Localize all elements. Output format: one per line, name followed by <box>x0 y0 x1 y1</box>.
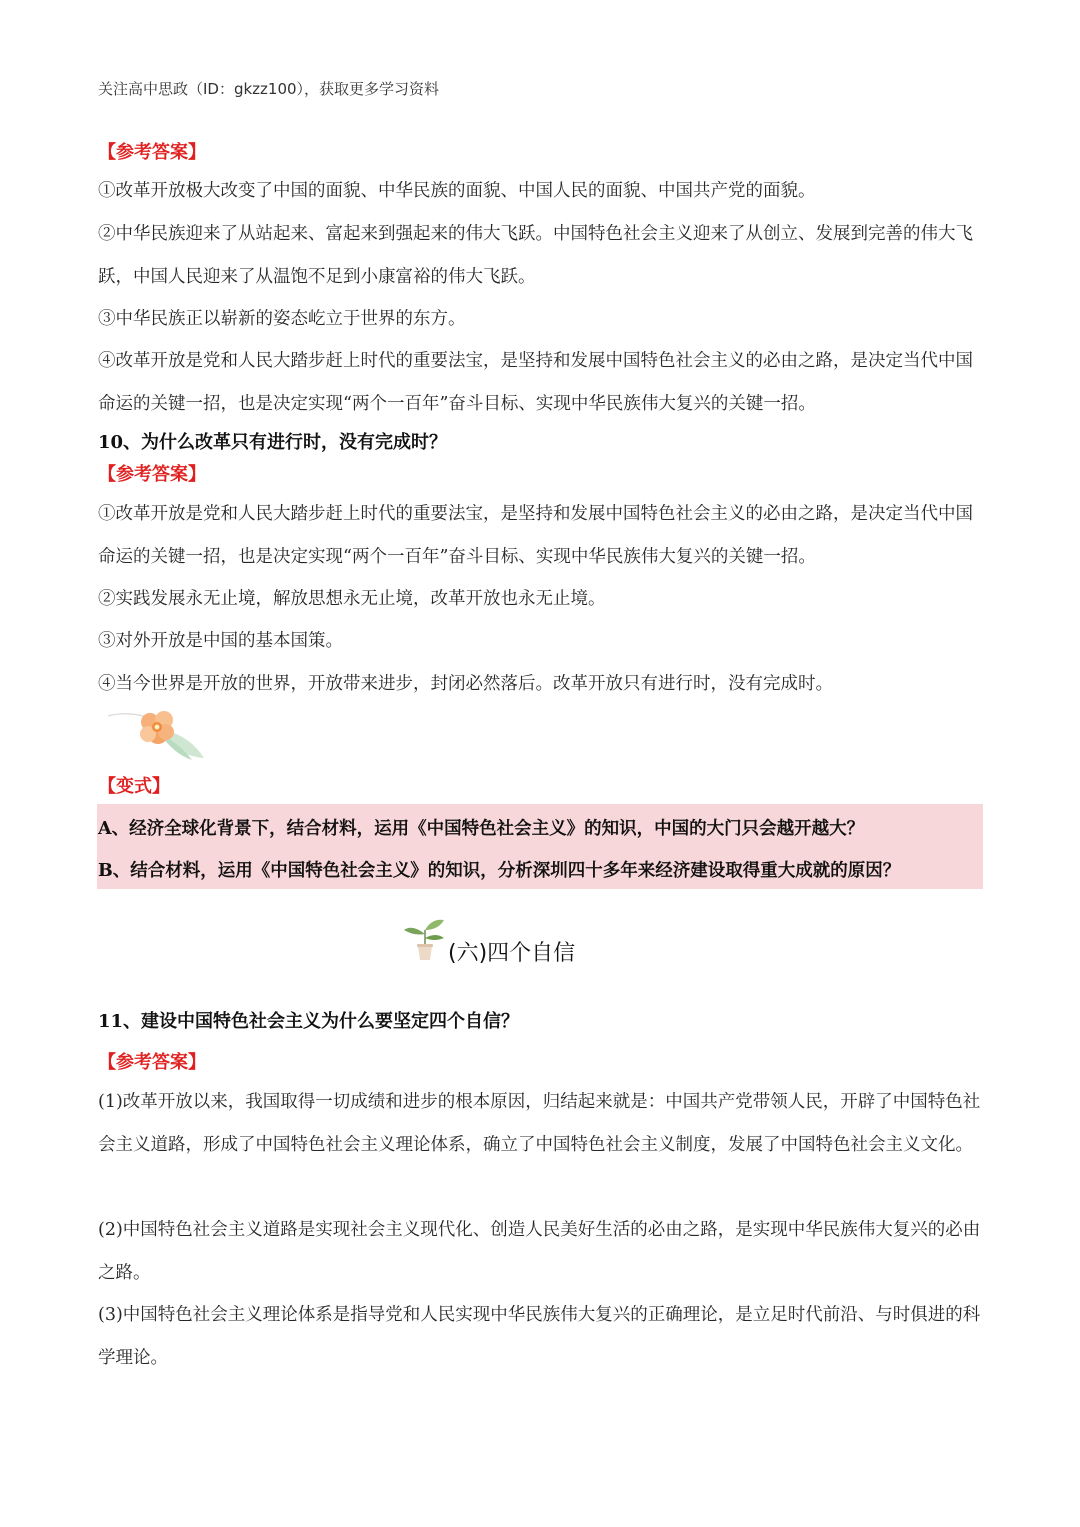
answer-paragraph: (3)中国特色社会主义理论体系是指导党和人民实现中华民族伟大复兴的正确理论，是立足时代前沿、与时俱进的科学理论。 <box>98 1305 981 1368</box>
answer-paragraph: (1)改革开放以来，我国取得一切成绩和进步的根本原因，归结起来就是：中国共产党带领人民，开辟了中国特色社会主义道路，形成了中国特色社会主义理论体系，确立了中国特色社会主义制度，发展了中国特色社会主义文化。 <box>98 1092 981 1155</box>
answer-label: 【参考答案】 <box>98 464 206 485</box>
variant-label: 【变式】 <box>98 776 170 797</box>
header-note: 关注高中思政（ID：gkzz100），获取更多学习资料 <box>98 80 440 98</box>
question-title: 10、为什么改革只有进行时，没有完成时？ <box>98 432 448 453</box>
answer-paragraph: ③对外开放是中国的基本国策。 <box>98 631 343 651</box>
variant-question-a: A、经济全球化背景下，结合材料，运用《中国特色社会主义》的知识，中国的大门只会越开越大？ <box>98 819 865 839</box>
answer-paragraph: ①改革开放是党和人民大踏步赶上时代的重要法宝，是坚持和发展中国特色社会主义的必由之路，是决定当代中国命运的关键一招，也是决定实现“两个一百年”奋斗目标、实现中华民族伟大复兴的关键一招。 <box>98 504 973 567</box>
question-title: 11、建设中国特色社会主义为什么要坚定四个自信？ <box>98 1011 520 1032</box>
answer-paragraph: ②中华民族迎来了从站起来、富起来到强起来的伟大飞跃。中国特色社会主义迎来了从创立、发展到完善的伟大飞跃，中国人民迎来了从温饱不足到小康富裕的伟大飞跃。 <box>98 224 973 287</box>
flower-icon <box>100 700 210 762</box>
answer-paragraph: ④当今世界是开放的世界，开放带来进步，封闭必然落后。改革开放只有进行时，没有完成时。 <box>98 674 833 694</box>
variant-question-b: B、结合材料，运用《中国特色社会主义》的知识，分析深圳四十多年来经济建设取得重大成就的原因？ <box>98 861 901 881</box>
answer-paragraph: ②实践发展永无止境，解放思想永无止境，改革开放也永无止境。 <box>98 589 606 609</box>
answer-paragraph: ③中华民族正以崭新的姿态屹立于世界的东方。 <box>98 309 466 329</box>
section-title: (六)四个自信 <box>448 941 576 966</box>
answer-paragraph: ④改革开放是党和人民大踏步赶上时代的重要法宝，是坚持和发展中国特色社会主义的必由之路，是决定当代中国命运的关键一招，也是决定实现“两个一百年”奋斗目标、实现中华民族伟大复兴的关键一招。 <box>98 351 973 414</box>
answer-paragraph: ①改革开放极大改变了中国的面貌、中华民族的面貌、中国人民的面貌、中国共产党的面貌。 <box>98 181 816 201</box>
answer-label: 【参考答案】 <box>98 1052 206 1073</box>
answer-label: 【参考答案】 <box>98 142 206 163</box>
answer-paragraph: (2)中国特色社会主义道路是实现社会主义现代化、创造人民美好生活的必由之路，是实现中华民族伟大复兴的必由之路。 <box>98 1220 981 1283</box>
potted-plant-icon <box>402 916 448 962</box>
